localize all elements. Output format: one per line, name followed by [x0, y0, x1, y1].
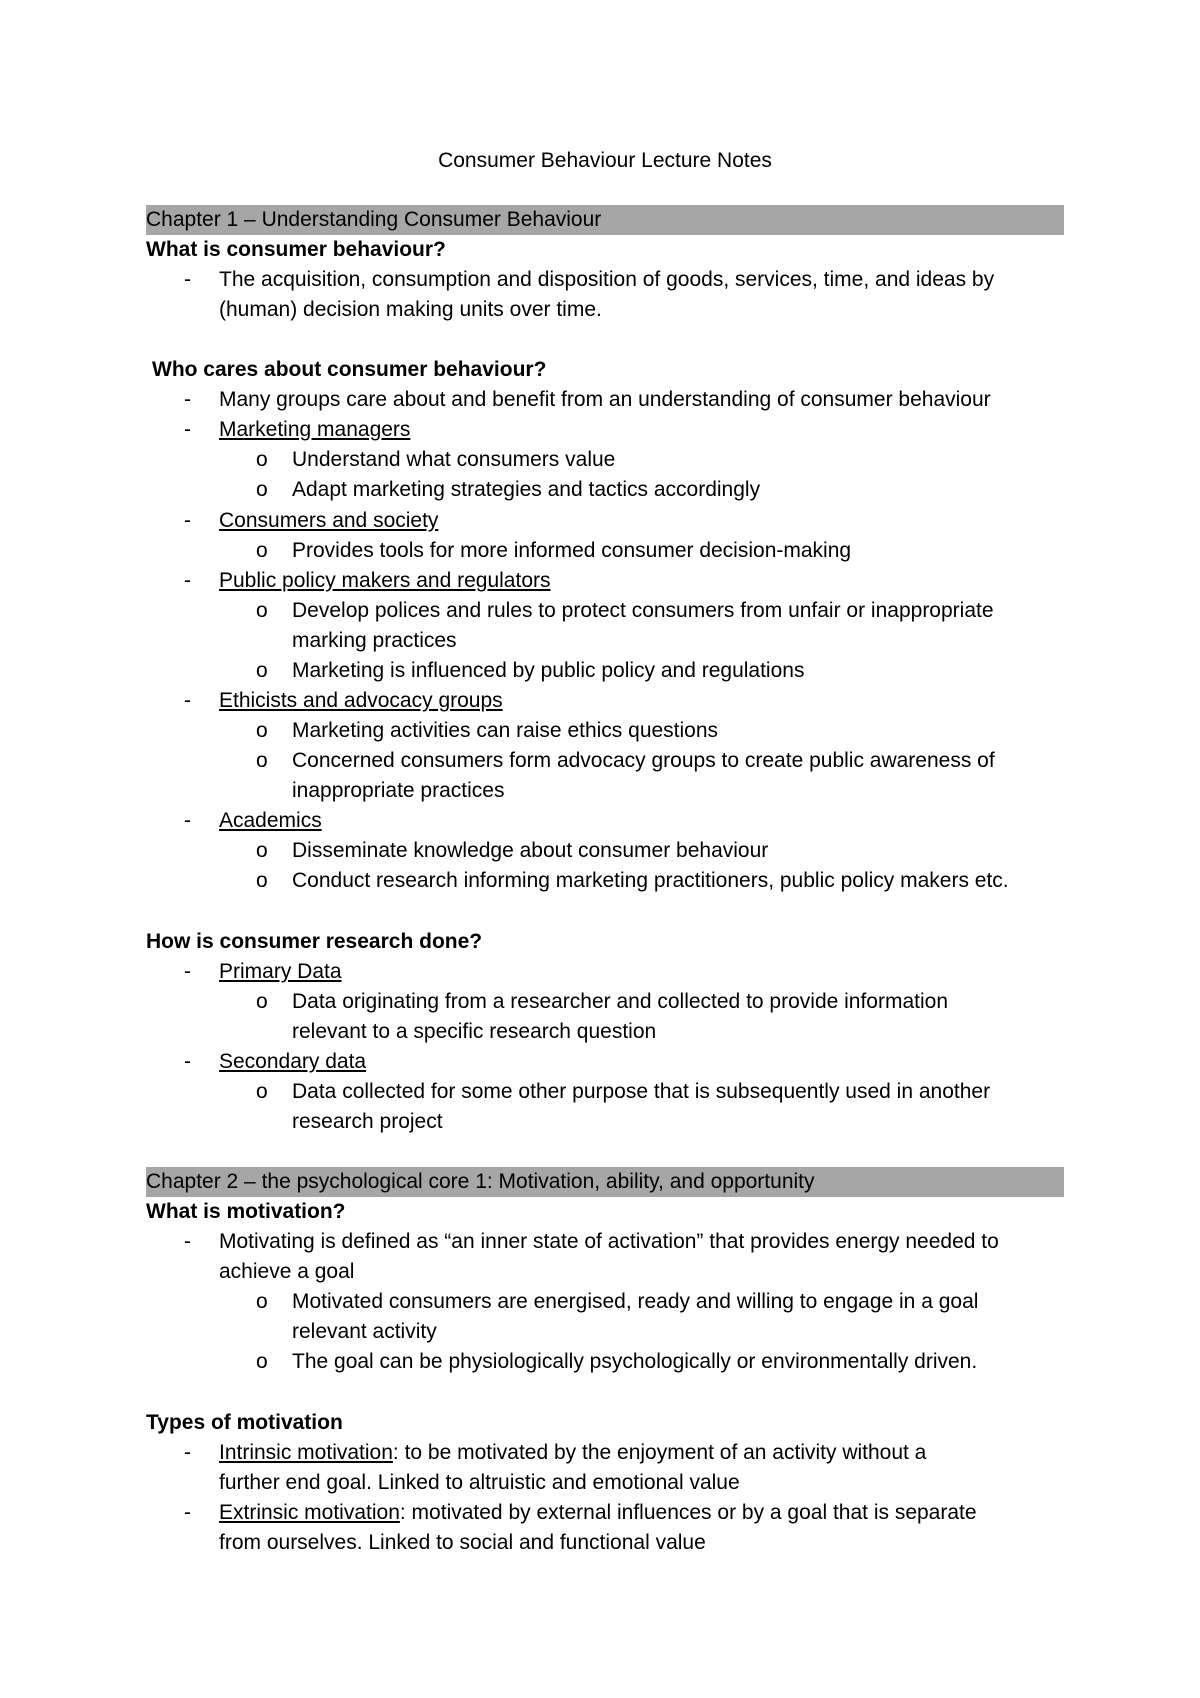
sub-list-item — [146, 1077, 1064, 1107]
chapter-2-heading: Chapter 2 – the psychological core 1: Motivation, ability, and opportunity — [146, 1167, 1064, 1197]
dash-marker: - — [184, 569, 191, 592]
dash-marker: - — [184, 1050, 191, 1073]
question-how-is-research-done: How is consumer research done? — [146, 930, 483, 953]
list-item-continuation — [146, 1468, 1064, 1498]
dash-marker: - — [184, 960, 191, 983]
bullet-marker: o — [256, 749, 268, 772]
bullet-marker: o — [256, 1350, 268, 1373]
sub-list-item — [146, 836, 1064, 866]
list-item-text — [219, 1438, 926, 1468]
dash-marker: - — [184, 1230, 191, 1253]
list-item — [146, 506, 1064, 536]
question-what-is-consumer-behaviour: What is consumer behaviour? — [146, 238, 446, 261]
list-item — [146, 1047, 1064, 1077]
dash-marker: - — [184, 1501, 191, 1524]
bullet-marker: o — [256, 599, 268, 622]
list-item-continuation — [146, 1257, 1064, 1287]
list-item-continuation — [146, 1528, 1064, 1558]
list-item — [146, 957, 1064, 987]
sub-list-item — [146, 475, 1064, 505]
bullet-marker: o — [256, 1080, 268, 1103]
dash-marker: - — [184, 1441, 191, 1464]
sub-list-item-text: research project — [292, 1110, 443, 1133]
list-item-text: Academics — [219, 809, 322, 832]
term-extrinsic-motivation: Extrinsic motivation — [219, 1501, 400, 1524]
sub-list-item — [146, 746, 1064, 776]
definition-text: : to be motivated by the enjoyment of an activity without a — [392, 1441, 927, 1464]
list-item — [146, 1438, 1064, 1468]
list-item — [146, 265, 1064, 295]
sub-list-item-text: relevant to a specific research question — [292, 1020, 657, 1043]
list-item — [146, 1498, 1064, 1528]
list-item — [146, 806, 1064, 836]
bullet-marker: o — [256, 448, 268, 471]
question-what-is-motivation: What is motivation? — [146, 1200, 346, 1223]
sub-list-item-text: Marketing activities can raise ethics questions — [292, 719, 719, 742]
sub-list-item — [146, 866, 1064, 896]
sub-list-item — [146, 716, 1064, 746]
sub-list-item — [146, 987, 1064, 1017]
sub-list-item — [146, 656, 1064, 686]
list-item-text: Marketing managers — [219, 418, 411, 441]
bullet-marker: o — [256, 990, 268, 1013]
bullet-marker: o — [256, 839, 268, 862]
sub-list-item-continuation — [146, 1317, 1064, 1347]
list-item-text: Ethicists and advocacy groups — [219, 689, 503, 712]
list-item — [146, 415, 1064, 445]
sub-list-item-text: relevant activity — [292, 1320, 437, 1343]
list-item-text: Primary Data — [219, 960, 342, 983]
sub-list-item-text: The goal can be physiologically psychologically or environmentally driven. — [292, 1350, 978, 1373]
bullet-marker: o — [256, 539, 268, 562]
sub-list-item — [146, 1287, 1064, 1317]
sub-list-item-text: Marketing is influenced by public policy and regulations — [292, 659, 805, 682]
dash-marker: - — [184, 689, 191, 712]
sub-list-item-continuation — [146, 1017, 1064, 1047]
sub-list-item-continuation — [146, 1107, 1064, 1137]
sub-list-item-text: Provides tools for more informed consumer decision-making — [292, 539, 852, 562]
list-item — [146, 385, 1064, 415]
term-intrinsic-motivation: Intrinsic motivation — [219, 1441, 393, 1464]
list-item — [146, 1227, 1064, 1257]
bullet-marker: o — [256, 1290, 268, 1313]
chapter-1-heading: Chapter 1 – Understanding Consumer Behaviour — [146, 205, 1064, 235]
question-who-cares: Who cares about consumer behaviour? — [152, 358, 547, 381]
sub-list-item-text: Develop polices and rules to protect consumers from unfair or inappropriate — [292, 599, 994, 622]
dash-marker: - — [184, 509, 191, 532]
sub-list-item-text: Motivated consumers are energised, ready and willing to engage in a goal — [292, 1290, 979, 1313]
question-types-of-motivation: Types of motivation — [146, 1411, 343, 1434]
list-item-text: Motivating is defined as “an inner state of activation” that provides energy needed to — [219, 1230, 999, 1253]
sub-list-item — [146, 596, 1064, 626]
sub-list-item-text: Disseminate knowledge about consumer behaviour — [292, 839, 769, 862]
list-item-text: Consumers and society — [219, 509, 439, 532]
sub-list-item-text: inappropriate practices — [292, 779, 505, 802]
sub-list-item — [146, 445, 1064, 475]
sub-list-item-text: Understand what consumers value — [292, 448, 616, 471]
list-item-text: further end goal. Linked to altruistic and emotional value — [219, 1471, 740, 1494]
bullet-marker: o — [256, 659, 268, 682]
sub-list-item-continuation — [146, 626, 1064, 656]
list-item-text: The acquisition, consumption and disposition of goods, services, time, and ideas by — [219, 268, 995, 291]
list-item-text: achieve a goal — [219, 1260, 355, 1283]
sub-list-item-text: Adapt marketing strategies and tactics accordingly — [292, 478, 761, 501]
list-item — [146, 566, 1064, 596]
list-item-text: Public policy makers and regulators — [219, 569, 551, 592]
sub-list-item-text: Data originating from a researcher and collected to provide information — [292, 990, 949, 1013]
sub-list-item-text: Concerned consumers form advocacy groups to create public awareness of — [292, 749, 995, 772]
list-item-text: Many groups care about and benefit from an understanding of consumer behaviour — [219, 388, 991, 411]
definition-text: : motivated by external influences or by a goal that is separate — [399, 1501, 977, 1524]
dash-marker: - — [184, 268, 191, 291]
list-item-text: from ourselves. Linked to social and functional value — [219, 1531, 706, 1554]
bullet-marker: o — [256, 719, 268, 742]
bullet-marker: o — [256, 478, 268, 501]
sub-list-item — [146, 536, 1064, 566]
sub-list-item-text: Conduct research informing marketing practitioners, public policy makers etc. — [292, 869, 1009, 892]
list-item-text — [219, 1498, 977, 1528]
sub-list-item-text: marking practices — [292, 629, 457, 652]
document-page — [146, 0, 1064, 1698]
sub-list-item-text: Data collected for some other purpose that is subsequently used in another — [292, 1080, 991, 1103]
list-item-text: (human) decision making units over time. — [219, 298, 602, 321]
document-title: Consumer Behaviour Lecture Notes — [438, 149, 772, 172]
bullet-marker: o — [256, 869, 268, 892]
dash-marker: - — [184, 418, 191, 441]
dash-marker: - — [184, 388, 191, 411]
list-item — [146, 686, 1064, 716]
dash-marker: - — [184, 809, 191, 832]
list-item-text: Secondary data — [219, 1050, 367, 1073]
sub-list-item — [146, 1347, 1064, 1377]
list-item-continuation — [146, 295, 1064, 325]
sub-list-item-continuation — [146, 776, 1064, 806]
